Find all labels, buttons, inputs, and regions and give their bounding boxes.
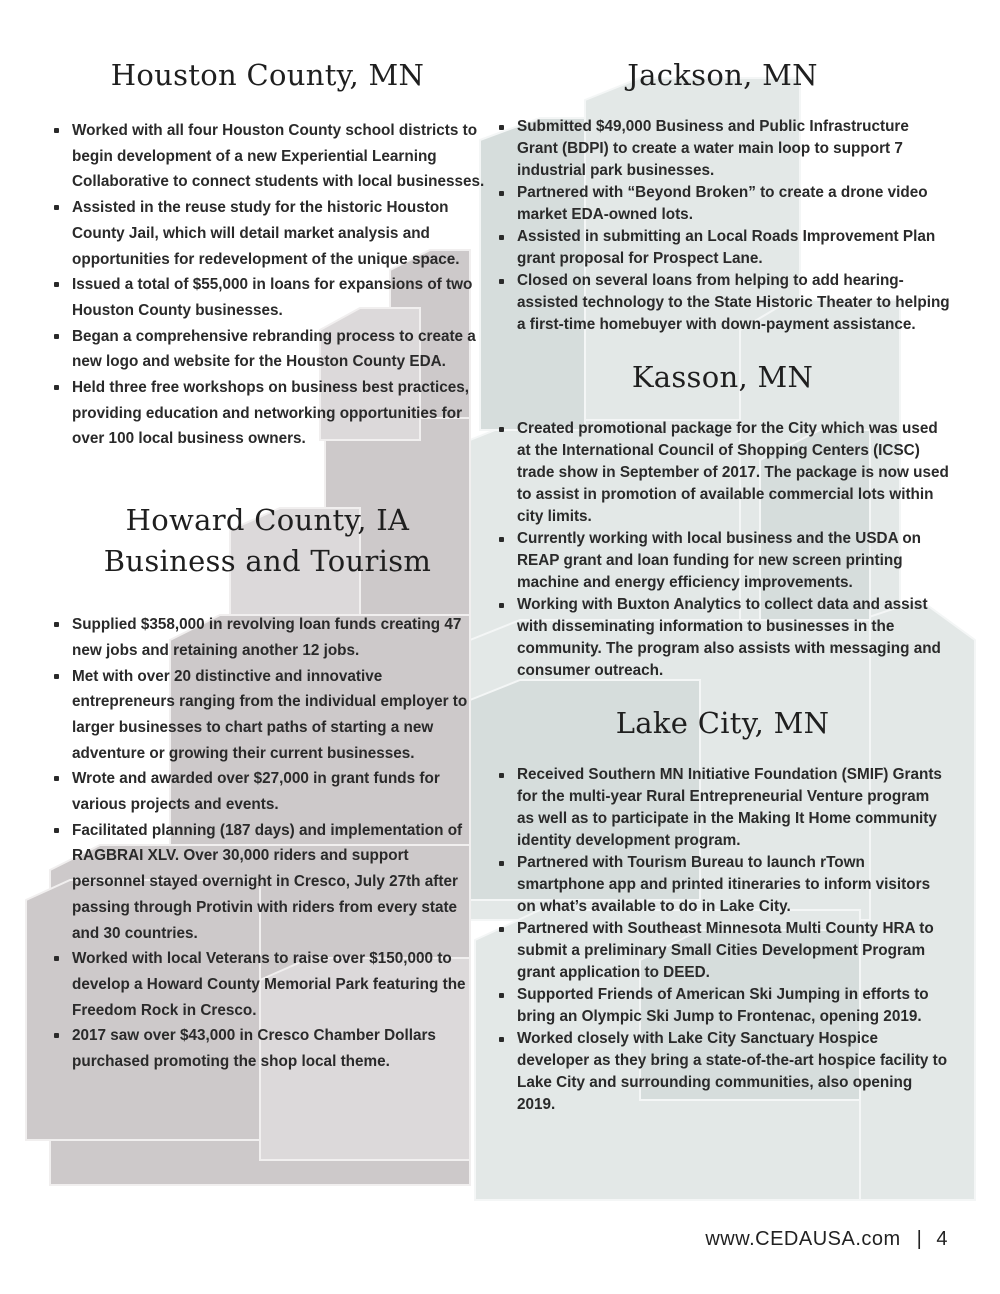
lake-city-section [495, 706, 950, 1116]
howard-county-list [50, 612, 485, 1075]
howard-county-heading-line2: Business and Tourism [103, 544, 432, 579]
list-item: Currently working with local business and the USDA on REAP grant and loan funding for new screen printing machine and energy efficiency improvements. [495, 528, 950, 594]
list-item: Partnered with Tourism Bureau to launch rTown smartphone app and printed itineraries to inform visitors on what’s available to do in Lake City. [495, 852, 950, 918]
list-item: Partnered with “Beyond Broken” to create a drone video market EDA-owned lots. [495, 182, 950, 226]
houston-county-section [50, 58, 485, 452]
lake-city-heading: Lake City, MN [615, 706, 830, 740]
houston-county-heading: Houston County, MN [110, 58, 425, 92]
list-item: Assisted in submitting an Local Roads Improvement Plan grant proposal for Prospect Lane. [495, 226, 950, 270]
list-item: Supplied $358,000 in revolving loan funds creating 47 new jobs and retaining another 12 jobs. [50, 612, 485, 663]
footer-website-link[interactable]: www.CEDAUSA.com [705, 1228, 901, 1250]
right-column [495, 58, 950, 1116]
list-item: Met with over 20 distinctive and innovative entrepreneurs ranging from the individual employer to larger businesses to chart paths of starting a new adventure or growing their current businesses. [50, 664, 485, 767]
kasson-section [495, 360, 950, 682]
list-item: Closed on several loans from helping to add hearing-assisted technology to the State Historic Theater to helping a first-time homebuyer with down-payment assistance. [495, 270, 950, 336]
howard-county-section [50, 500, 485, 1075]
list-item: Worked closely with Lake City Sanctuary Hospice developer as they bring a state-of-the-art hospice facility to Lake City and surrounding communities, also opening 2019. [495, 1028, 950, 1116]
list-item: Partnered with Southeast Minnesota Multi County HRA to submit a preliminary Small Cities Development Program grant application to DEED. [495, 918, 950, 984]
page-number: 4 [936, 1228, 948, 1250]
list-item: Supported Friends of American Ski Jumping in efforts to bring an Olympic Ski Jump to Frontenac, opening 2019. [495, 984, 950, 1028]
list-item: Began a comprehensive rebranding process to create a new logo and website for the Houston County EDA. [50, 324, 485, 375]
howard-county-heading [50, 500, 485, 582]
list-item: Worked with local Veterans to raise over $150,000 to develop a Howard County Memorial Park featuring the Freedom Rock in Cresco. [50, 946, 485, 1023]
page-footer [705, 1228, 948, 1251]
list-item: 2017 saw over $43,000 in Cresco Chamber Dollars purchased promoting the shop local theme. [50, 1023, 485, 1074]
lake-city-list [495, 764, 950, 1116]
list-item: Assisted in the reuse study for the historic Houston County Jail, which will detail market analysis and opportunities for redevelopment of the unique space. [50, 195, 485, 272]
houston-county-list [50, 118, 485, 452]
howard-county-heading-line1: Howard County, IA [125, 503, 410, 538]
list-item: Held three free workshops on business best practices, providing education and networking opportunities for over 100 local business owners. [50, 375, 485, 452]
list-item: Wrote and awarded over $27,000 in grant funds for various projects and events. [50, 766, 485, 817]
list-item: Created promotional package for the City which was used at the International Council of Shopping Centers (ICSC) trade show in September of 2017. The package is now used to assist in promotion of available commercial lots within city limits. [495, 418, 950, 528]
list-item: Received Southern MN Initiative Foundation (SMIF) Grants for the multi-year Rural Entrepreneurial Venture program as well as to participate in the Making It Home community identity development program. [495, 764, 950, 852]
footer-separator: | [916, 1228, 923, 1250]
list-item: Worked with all four Houston County school districts to begin development of a new Experiential Learning Collaborative to connect students with local businesses. [50, 118, 485, 195]
jackson-heading: Jackson, MN [627, 58, 818, 92]
list-item: Facilitated planning (187 days) and implementation of RAGBRAI XLV. Over 30,000 riders and support personnel stayed overnight in Cresco, July 27th after passing through Protivin with riders from every state and 30 countries. [50, 818, 485, 947]
kasson-list [495, 418, 950, 682]
left-column [50, 58, 485, 1075]
jackson-list [495, 116, 950, 336]
kasson-heading: Kasson, MN [631, 360, 814, 394]
list-item: Submitted $49,000 Business and Public Infrastructure Grant (BDPI) to create a water main loop to support 7 industrial park businesses. [495, 116, 950, 182]
jackson-section [495, 58, 950, 336]
list-item: Issued a total of $55,000 in loans for expansions of two Houston County businesses. [50, 272, 485, 323]
list-item: Working with Buxton Analytics to collect data and assist with disseminating information to businesses in the community. The program also assists with messaging and consumer outreach. [495, 594, 950, 682]
